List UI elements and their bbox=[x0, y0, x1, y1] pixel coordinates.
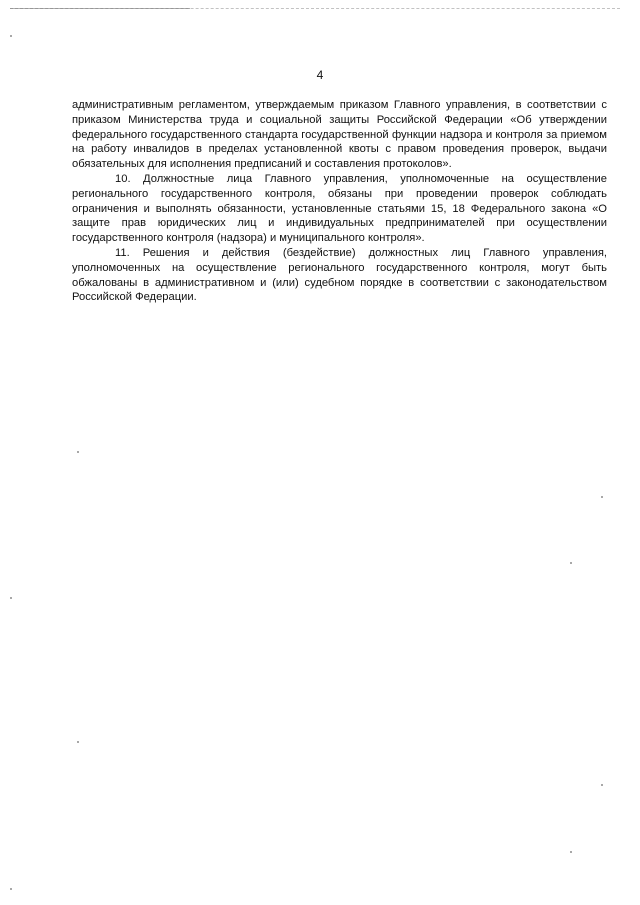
scan-speck bbox=[10, 597, 12, 599]
paragraph-item-11: 11. Решения и действия (бездействие) должностных лиц Главного управления, уполномоченных на осуществление регионального государственного контроля, могут быть обжалованы в административном и (или) судебном порядке в соответствии с законодательством Российской Федерации. bbox=[72, 246, 607, 304]
scan-speck bbox=[570, 562, 572, 564]
document-body bbox=[72, 98, 607, 305]
page-number: 4 bbox=[316, 68, 324, 82]
paragraph-item-10: 10. Должностные лица Главного управления, уполномоченные на осуществление регионального государственного контроля, обязаны при проведении проверок соблюдать ограничения и выполнять обязанности, установленные статьями 15, 18 Федерального закона «О защите прав юридических лиц и индивидуальных предпринимателей при осуществлении государственного контроля (надзора) и муниципального контроля». bbox=[72, 172, 607, 245]
paragraph-continuation: административным регламентом, утверждаемым приказом Главного управления, в соответствии с приказом Министерства труда и социальной защиты Российской Федерации «Об утверждении федерального государственного стандарта государственной функции надзора и контроля за приемом на работу инвалидов в пределах установленной квоты с правом проведения проверок, выдачи обязательных для исполнения предписаний и составления протоколов». bbox=[72, 99, 607, 171]
scan-speck bbox=[10, 888, 12, 890]
scan-speck bbox=[601, 496, 603, 498]
scan-speck bbox=[10, 35, 12, 37]
scan-top-edge-mark bbox=[10, 8, 190, 11]
scan-speck bbox=[77, 741, 79, 743]
scan-speck bbox=[601, 784, 603, 786]
scan-speck bbox=[77, 451, 79, 453]
scan-speck bbox=[570, 851, 572, 853]
